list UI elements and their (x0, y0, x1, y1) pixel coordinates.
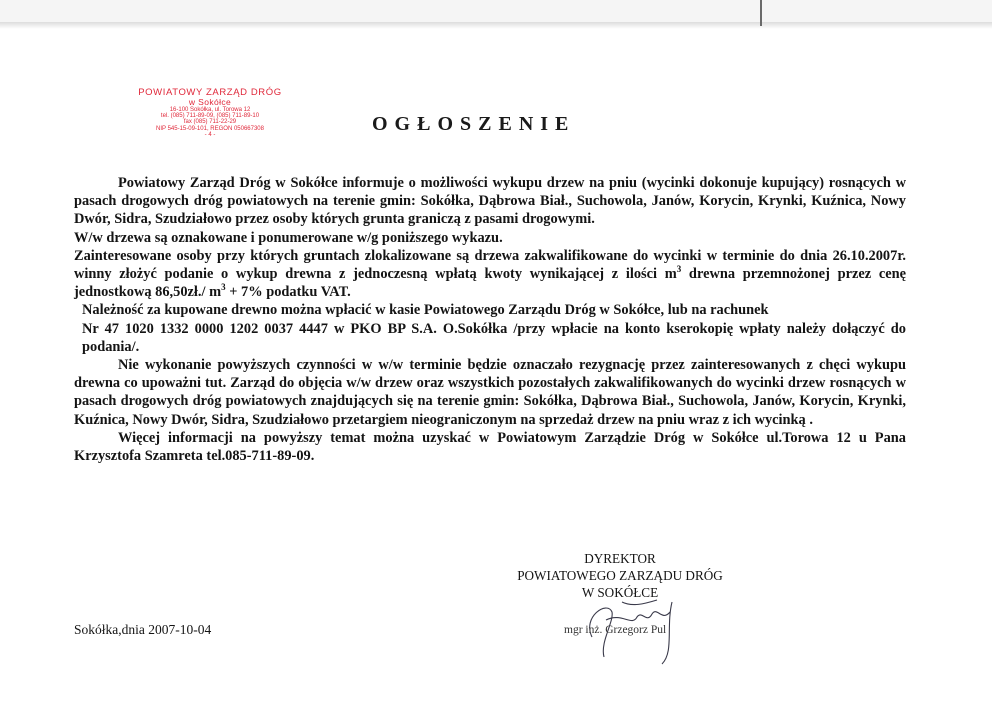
scan-artifact-line (760, 0, 762, 26)
document-title: OGŁOSZENIE (372, 113, 576, 135)
stamp-line-2: w Sokółce (188, 96, 232, 107)
paragraph-marking: W/w drzewa są oznakowane i ponumerowane w/g poniższego wykazu. (74, 229, 503, 246)
paragraph-deadline (74, 247, 906, 302)
scan-top-margin (0, 0, 992, 22)
paragraph-payment: Należność za kupowane drewno można wpłacić w kasie Powiatowego Zarządu Dróg w Sokółce, lub na rachunek (82, 302, 769, 319)
stamp-line-5: fax (085) 711-22-29 (183, 119, 237, 126)
stamp-line-3: 16-100 Sokółka, ul. Torowa 12 (169, 106, 251, 113)
office-stamp (122, 88, 298, 138)
stamp-line-4: tel. (085) 711-89-09, (085) 711-89-10 (160, 113, 260, 120)
paragraph-intro: Powiatowy Zarząd Dróg w Sokółce informuje o możliwości wykupu drzew na pniu (wycinki dokonuje kupujący) rosnących w pasach drogowych dróg powiatowych na terenie gmin: Sokółka, Dąbrowa Biał., Suchowola, Janów, Korycin, Krynki, Kuźnica, Nowy Dwór, Sidra, Szudziałowo przez osoby których grunta graniczą z pasami drogowymi. (74, 175, 906, 228)
director-name: mgr inż. Grzegorz Pul (564, 624, 667, 636)
director-city: W SOKÓŁCE (581, 585, 659, 600)
deadline-text-c: + 7% podatku VAT. (225, 284, 351, 301)
paragraph-consequence: Nie wykonanie powyższych czynności w w/w terminie będzie oznaczało rezygnację przez zainteresowanych z chęci wykupu drewna co upoważni tut. Zarząd do objęcia w/w drzew oraz wszystkich pozostałych zakwalifikowanych do wycinki drzew rosnących w pasach drogowych dróg powiatowych znajdujących się na terenie gmin: Sokółka, Dąbrowa Biał., Suchowola, Janów, Korycin, Krynki, Kuźnica, Nowy Dwór, Sidra, Szudziałowo przetargiem nieograniczonym na sprzedaż drzew na pniu wraz z ich wycinką . (74, 357, 906, 428)
stamp-line-1: POWIATOWY ZARZĄD DRÓG (138, 87, 282, 98)
announcement-body (74, 174, 906, 465)
superscript-3: 3 (676, 264, 682, 275)
stamp-line-7: - 4 - (204, 132, 216, 139)
place-and-date: Sokółka,dnia 2007-10-04 (74, 622, 212, 637)
paragraph-account: Nr 47 1020 1332 0000 1202 0037 4447 w PKO BP S.A. O.Sokółka /przy wpłacie na konto kserokopię wpłaty należy dołączyć do podania/. (82, 320, 906, 355)
paragraph-contact: Więcej informacji na powyższy temat można uzyskać w Powiatowym Zarządzie Dróg w Sokółce ul.Torowa 12 u Pana Krzysztofa Szamreta tel.085-711-89-09. (74, 429, 906, 465)
superscript-3b: 3 (221, 282, 226, 293)
stamp-line-6: NIP 545-15-09-101, REGON 050667308 (156, 125, 264, 132)
director-title: DYREKTOR (584, 551, 656, 566)
scan-page-edge (0, 22, 992, 29)
deadline-text-b: drewna przemnożonej przez cenę jednostkową 86,50zł./ m (74, 266, 906, 301)
deadline-text-a: Zainteresowane osoby przy których gruntach zlokalizowane są drzewa zakwalifikowane do wycinki w terminie do dnia 26.10.2007r. winny złożyć podanie o wykup drewna z jednoczesną wpłatą kwoty wynikającej z ilości m (74, 247, 906, 283)
director-office: POWIATOWEGO ZARZĄDU DRÓG (517, 568, 723, 583)
